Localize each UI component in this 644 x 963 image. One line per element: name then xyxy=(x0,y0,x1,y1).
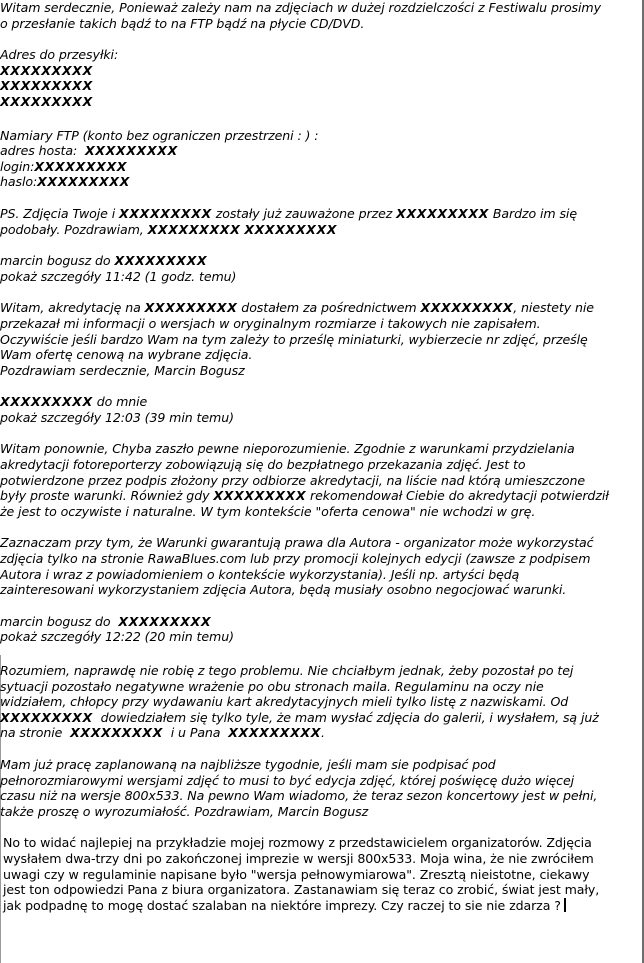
body-line: Wam ofertę cenową na wybrane zdjęcia. xyxy=(0,347,253,363)
reply-line[interactable]: wysłałem dwa-trzy dni po zakończonej imprezie w wersji 800x533. Moja wina, że nie zwróciłem xyxy=(3,850,594,866)
ftp-password-value: XXXXXXXXX xyxy=(37,174,130,190)
body-text: dostałem za pośrednictwem xyxy=(237,300,421,316)
redacted-name: XXXXXXXXX xyxy=(70,725,163,741)
reply-line[interactable]: uwagi czy w regulaminie napisane było "wersja pełnowymiarowa". Zresztą nieistotne, ciekawy xyxy=(3,866,590,882)
redacted-address-line: XXXXXXXXX xyxy=(0,62,93,78)
body-text: były proste warunki. Również gdy xyxy=(0,488,214,504)
text-cursor xyxy=(564,898,566,912)
body-line: zdjęcia tylko na stronie RawaBlues.com lub przy promocji kolejnych edycji (zawsze z podpisem xyxy=(0,551,591,567)
redacted-signature: XXXXXXXXX xyxy=(244,221,338,237)
ftp-login-label: login: xyxy=(0,158,35,174)
body-text: , niestety nie xyxy=(513,300,594,316)
reply-line[interactable]: jest ton odpowiedzi Pana z biura organizatora. Zastanawiam się teraz co zrobić, świat jest mały, xyxy=(3,882,600,898)
redacted-name: XXXXXXXXX xyxy=(420,300,514,316)
body-line: czasu niż na wersje 800x533. Na pewno Wam wiadomo, że teraz sezon koncertowy jest w pełni, xyxy=(0,788,598,804)
intro-line-2: o przesłanie takich bądź to na FTP bądź na płycie CD/DVD. xyxy=(0,15,365,31)
redacted-name: XXXXXXXXX xyxy=(396,205,489,221)
ps-text: podobały. Pozdrawiam, xyxy=(0,221,148,237)
sender-name: marcin bogusz do xyxy=(0,613,115,629)
redacted-signature: XXXXXXXXX xyxy=(147,221,241,237)
body-text: rekomendował Ciebie do akredytacji potwierdził xyxy=(306,488,609,504)
body-line: widziałem, chłopcy przy wydawaniu kart akredytacyjnych mieli tylko listę z nazwiskami. Od xyxy=(0,694,569,710)
body-line: potwierdzone przez podpis złożony przy odbiorze akredytacji, na liście nad którą umieszczone xyxy=(0,472,586,488)
message-header xyxy=(0,614,640,645)
message-body xyxy=(0,300,640,378)
redacted-name: XXXXXXXXX xyxy=(228,725,322,741)
ps-text: PS. Zdjęcia Twoje i xyxy=(0,205,120,221)
redacted-name: XXXXXXXXX xyxy=(144,300,238,316)
reply-compose-area[interactable] xyxy=(0,835,640,913)
message-body xyxy=(0,663,640,741)
body-text: na stronie xyxy=(0,725,67,741)
redacted-name: XXXXXXXXX xyxy=(119,205,212,221)
recipient-name: XXXXXXXXX xyxy=(118,613,212,629)
body-line: że jest to oczywiste i naturalne. W tym kontekście "oferta cenowa" nie wchodzi w grę. xyxy=(0,503,536,519)
show-details-link[interactable]: pokaż szczegóły 12:03 (39 min temu) xyxy=(0,409,234,425)
recipient-name: XXXXXXXXX xyxy=(114,253,208,269)
sender-name: XXXXXXXXX xyxy=(0,394,93,410)
address-block xyxy=(0,47,640,109)
redacted-name: XXXXXXXXX xyxy=(0,709,93,725)
recipient-name: do mnie xyxy=(92,394,148,410)
body-line: Witam ponownie, Chyba zaszło pewne nieporozumienie. Zgodnie z warunkami przydzielania xyxy=(0,441,575,457)
body-line: Mam już pracę zaplanowaną na najbliższe tygodnie, jeśli mam sie podpisać pod xyxy=(0,756,496,772)
message-body xyxy=(0,535,640,597)
reply-line[interactable]: jak podpadnę to mogę dostać szalaban na niektóre imprezy. Czy raczej to sie nie zdarza ? xyxy=(3,897,561,913)
body-text: . xyxy=(321,725,325,741)
show-details-link[interactable]: pokaż szczegóły 11:42 (1 godz. temu) xyxy=(0,268,237,284)
redacted-address-line: XXXXXXXXX xyxy=(0,93,93,109)
message-body xyxy=(0,757,640,819)
signature-line: Pozdrawiam serdecznie, Marcin Bogusz xyxy=(0,362,245,378)
intro-paragraph xyxy=(0,0,640,31)
body-line: pełnorozmiarowymi wersjami zdjęć to musi to być edycja zdjęć, której poświęcę dużo więcej xyxy=(0,772,575,788)
message-header xyxy=(0,253,640,284)
reply-line[interactable]: No to widać najlepiej na przykładzie mojej rozmowy z przedstawicielem organizatorów. Zdjęcia xyxy=(3,835,592,851)
body-line: Autora i wraz z powiadomieniem o kontekście wykorzystania). Jeśli np. artyści będą xyxy=(0,566,520,582)
body-line: Oczywiście jeśli bardzo Wam na tym zależy to prześlę miniaturki, wybierzecie nr zdjęć, prześlę xyxy=(0,331,588,347)
body-line: Rozumiem, naprawdę nie robię z tego problemu. Nie chciałbym jednak, żeby pozostał po tej xyxy=(0,663,574,678)
body-line: akredytacji fotoreporterzy zobowiązują się do bezpłatnego przekazania zdjęć. Jest to xyxy=(0,457,526,473)
redacted-name: XXXXXXXXX xyxy=(213,488,307,504)
show-details-link[interactable]: pokaż szczegóły 12:22 (20 min temu) xyxy=(0,629,234,645)
signature-line: także proszę o wyrozumiałość. Pozdrawiam, Marcin Bogusz xyxy=(0,803,369,819)
body-line: przekazał mi informacji o wersjach w oryginalnym rozmiarze i takowych nie zapisałem. xyxy=(0,315,541,331)
ftp-heading: Namiary FTP (konto bez ograniczen przestrzeni : ) : xyxy=(0,127,319,143)
body-line: zainteresowani wykorzystaniem zdjęcia Autora, będą musiały osobno negocjować warunki. xyxy=(0,582,567,598)
message-header xyxy=(0,394,640,425)
redacted-address-line: XXXXXXXXX xyxy=(0,78,93,94)
message-body xyxy=(0,441,640,519)
address-label: Adres do przesyłki: xyxy=(0,47,119,63)
ps-paragraph xyxy=(0,206,640,237)
ps-text: zostały już zauważone przez xyxy=(211,205,397,221)
body-line: Zaznaczam przy tym, że Warunki gwarantują prawa dla Autora - organizator może wykorzystać xyxy=(0,535,594,551)
ftp-block xyxy=(0,128,640,190)
ps-text: Bardzo im się xyxy=(488,205,577,221)
ftp-host-label: adres hosta: xyxy=(0,143,78,159)
ftp-password-label: haslo: xyxy=(0,174,38,190)
body-line: sytuacji pozostało negatywne wrażenie po obu stronach maila. Regulaminu na oczy nie xyxy=(0,678,544,694)
intro-line-1: Witam serdecznie, Ponieważ zależy nam na zdjęciach w dużej rozdzielczości z Festiwalu prosimy xyxy=(0,0,601,15)
sender-name: marcin bogusz do xyxy=(0,253,115,269)
ftp-host-value: XXXXXXXXX xyxy=(84,143,178,159)
body-text: dowiedziałem się tylko tyle, że mam wysłać zdjęcia do galerii, i wysłałem, są już xyxy=(96,709,599,725)
body-text: i u Pana xyxy=(166,725,225,741)
body-text: Witam, akredytację na xyxy=(0,300,145,316)
ftp-login-value: XXXXXXXXX xyxy=(34,158,128,174)
